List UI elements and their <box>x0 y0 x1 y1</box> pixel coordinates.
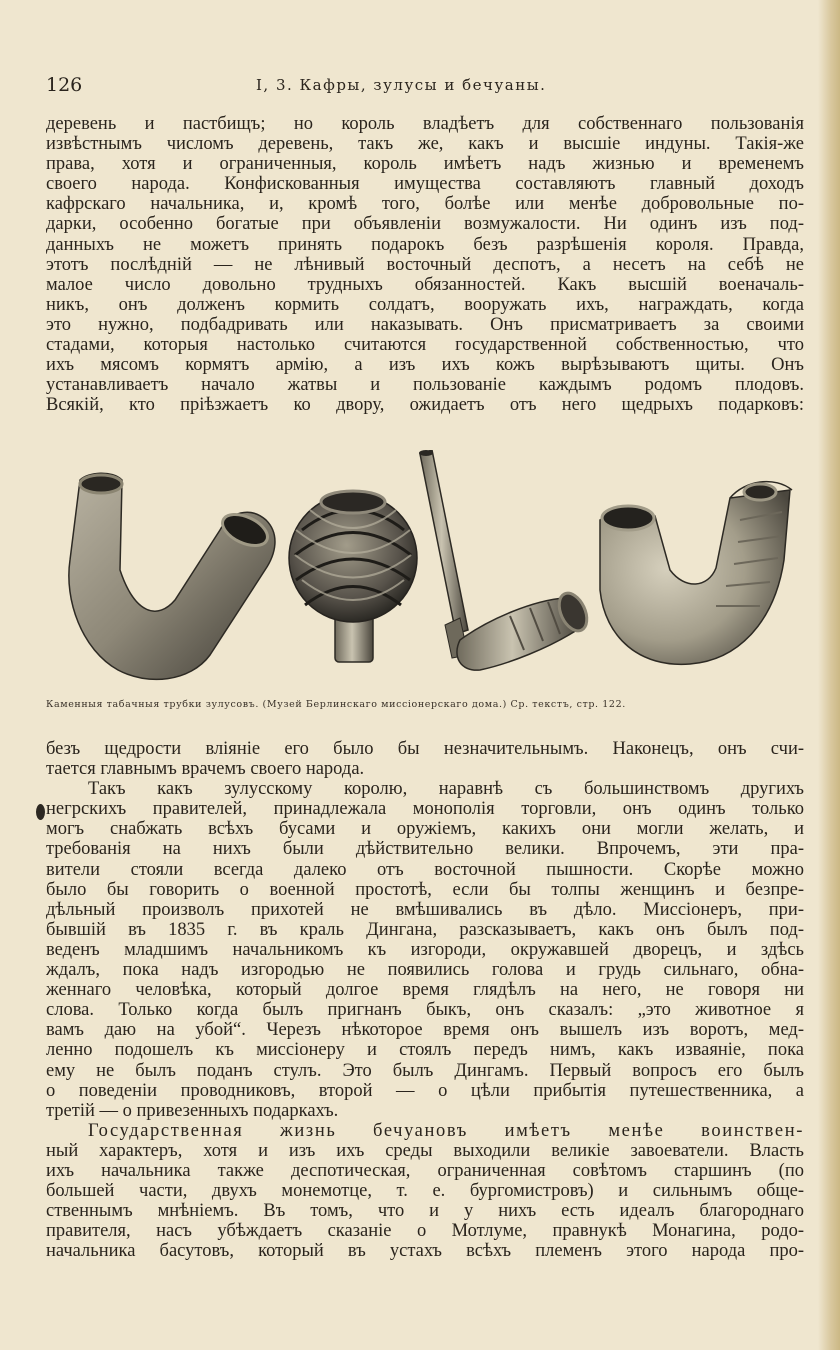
text-line: стадами, которыя настолько считаются государственной собственностью, что <box>46 335 804 356</box>
pipe-3-icon <box>419 450 592 670</box>
text-line: Государственная жизнь бечуановъ имѣетъ менѣе воинствен- <box>88 1120 804 1141</box>
text-line: малое число довольно трудныхъ обязанностей. Какъ высшій военачаль- <box>46 274 804 295</box>
text-line: безъ щедрости вліяніе его было бы незначительнымъ. Наконецъ, онъ счи- <box>46 739 804 759</box>
text-line: негрскихъ правителей, принадлежала монополія торговли, онъ одинъ только <box>46 799 804 820</box>
text-line: данныхъ не можетъ принять подарокъ безъ разрѣшенія короля. Правда, <box>46 234 804 255</box>
text-line: требованія на нихъ были дѣйствительно велики. Впрочемъ, эти пра- <box>46 839 804 860</box>
text-line: ственнымъ мнѣніемъ. Въ томъ, что и у нихъ есть идеалъ благороднаго <box>46 1201 804 1222</box>
text-line: третій — о привезенныхъ подаркахъ. <box>46 1100 339 1121</box>
text-line: бывшій въ 1835 г. въ краль Дингана, разсказываетъ, какъ онъ былъ под- <box>46 919 804 940</box>
text-line: ихъ мясомъ кормятъ армію, а изъ ихъ кожъ вырѣзываютъ щиты. Онъ <box>46 355 804 376</box>
text-line: могъ снабжать всѣхъ бусами и оружіемъ, какихъ они могли желать, и <box>46 819 804 840</box>
text-line: правителя, насъ убѣждаетъ сказаніе о Мотлуме, правнукѣ Монагина, родо- <box>46 1221 804 1242</box>
running-head: I, 3. Кафры, зулусы и бечуаны. <box>256 76 547 94</box>
ink-spot <box>36 804 45 820</box>
text-line: устанавливаетъ начало жатвы и пользованіе каждымъ родомъ плодовъ. <box>46 375 804 396</box>
text-block-bottom <box>46 739 804 1261</box>
pipe-1-icon <box>69 473 275 679</box>
text-line: ихъ начальника также деспотическая, ограниченная совѣтомъ старшинъ (по <box>46 1160 804 1181</box>
text-line: ему не былъ поданъ стулъ. Это былъ Дингамъ. Первый вопросъ его былъ <box>46 1060 804 1081</box>
text-line: тается главнымъ врачемъ своего народа. <box>46 759 365 780</box>
page-header <box>46 74 780 100</box>
text-line: ный характеръ, хотя и изъ ихъ среды выходили великіе завоеватели. Власть <box>46 1140 804 1161</box>
page-edge-shadow <box>818 0 840 1350</box>
text-line: права, хотя и ограниченныя, король имѣетъ надъ жизнью и временемъ <box>46 154 804 175</box>
paragraph-1 <box>46 114 804 415</box>
text-line: ленно подошелъ къ миссіонеру и стоялъ передъ нимъ, какъ изваяніе, пока <box>46 1040 804 1061</box>
figure-pipes <box>40 450 810 690</box>
text-line: никъ, онъ долженъ кормить солдатъ, вооружать ихъ, награждать, когда <box>46 294 804 315</box>
text-line: деревень и пастбищъ; но король владѣетъ для собственнаго пользованія <box>46 114 804 134</box>
text-line: этотъ послѣдній — не лѣнивый восточный деспотъ, а несетъ на себѣ не <box>46 254 804 275</box>
pipe-4-icon <box>600 482 792 665</box>
pipe-2-icon <box>289 491 417 662</box>
page-number: 126 <box>46 74 83 96</box>
text-line: большей части, двухъ монемотце, т. е. бургомистровъ) и сильнымъ обще- <box>46 1181 804 1202</box>
text-line: своего народа. Конфискованныя имущества составляютъ главный доходъ <box>46 174 804 195</box>
text-line: женнаго человѣка, который долгое время глядѣлъ на него, не говоря ни <box>46 980 804 1001</box>
text-line: кафрскаго начальника, и, кромѣ того, болѣе или менѣе добровольные по- <box>46 194 804 215</box>
paragraph-3 <box>46 779 804 1121</box>
text-line: извѣстнымъ числомъ деревень, такъ же, какъ и высшіе индуны. Такія-же <box>46 134 804 155</box>
text-line: вамъ даю на убой“. Черезъ нѣкоторое время онъ вышелъ изъ воротъ, мед- <box>46 1020 804 1041</box>
figure-caption: Каменныя табачныя трубки зулусовъ. (Музей Берлинскаго миссіонерскаго дома.) Ср. текстъ, стр. 122. <box>46 699 626 710</box>
text-line: Всякій, кто пріѣзжаетъ ко двору, ожидаетъ отъ него щедрыхъ подарковъ: <box>46 395 804 416</box>
text-line: было бы говорить о военной простотѣ, если бы толпы женщинъ и безпре- <box>46 879 804 900</box>
text-line: дарки, особенно богатые при объявленіи возмужалости. Ни одинъ изъ под- <box>46 214 804 235</box>
text-line: начальника басутовъ, который въ устахъ всѣхъ племенъ этого народа про- <box>46 1241 804 1262</box>
text-line: вители стояли всегда далеко отъ восточной пышности. Скорѣе можно <box>46 859 804 880</box>
text-line: о поведеніи проводниковъ, второй — о цѣли прибытія путешественника, а <box>46 1080 804 1101</box>
text-line: это нужно, подбадривать или наказывать. Онъ присматриваетъ за своими <box>46 314 804 335</box>
text-block-top <box>46 114 804 415</box>
text-line: ждалъ, пока надъ изгородью не появились голова и грудь сильнаго, обна- <box>46 960 804 981</box>
text-line: веденъ младшимъ начальникомъ къ изгороди, окружавшей дворецъ, и здѣсь <box>46 939 804 960</box>
text-line: Такъ какъ зулусскому королю, наравнѣ съ большинствомъ другихъ <box>88 779 804 800</box>
text-line: дѣльный произволъ прихотей не вмѣшивались въ дѣло. Миссіонеръ, при- <box>46 899 804 920</box>
paragraph-2 <box>46 739 804 779</box>
text-line: слова. Только когда былъ пригнанъ быкъ, онъ сказалъ: „это животное я <box>46 1000 804 1021</box>
paragraph-4 <box>46 1121 804 1262</box>
pipes-illustration <box>40 450 810 690</box>
